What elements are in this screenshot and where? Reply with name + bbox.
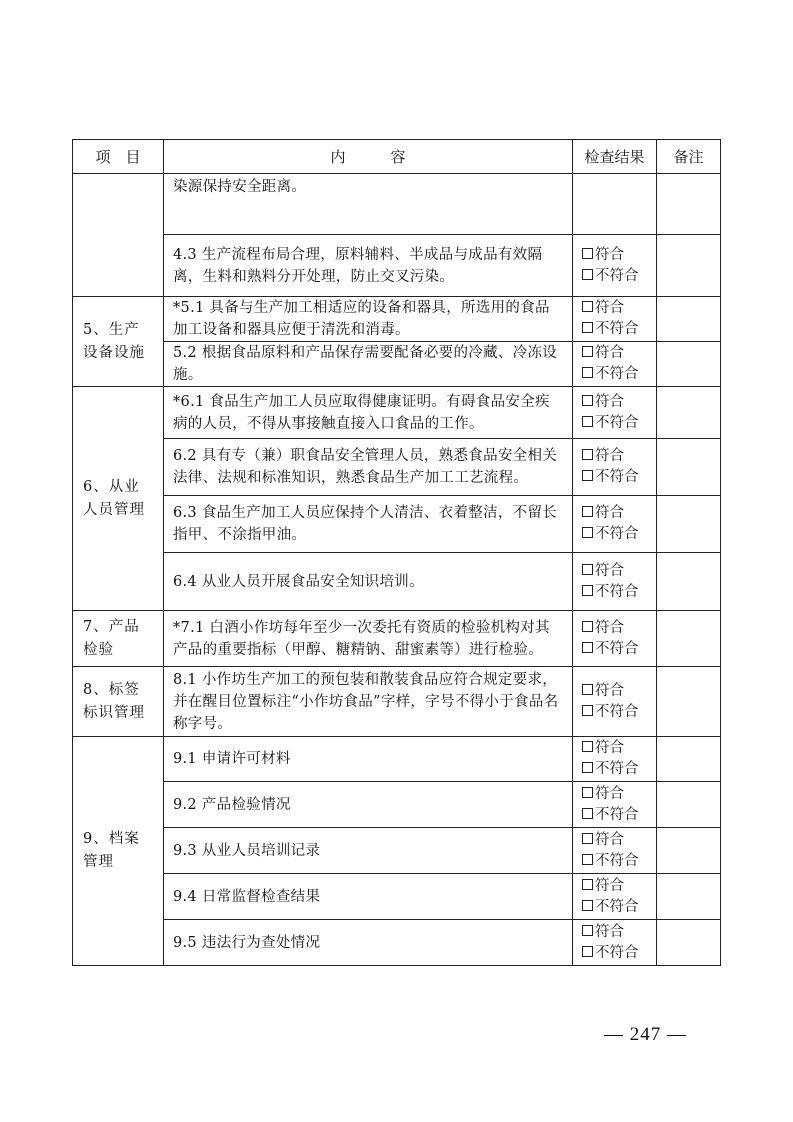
fail-label: 不符合 [595,640,639,657]
fail-option[interactable] [582,759,656,780]
row-result [573,737,657,782]
fail-label: 不符合 [595,583,639,600]
row-result [573,874,657,920]
checkbox-icon[interactable] [582,449,593,460]
section-item-cell: 8、标签标识管理 [73,667,164,737]
row-result [573,828,657,874]
checkbox-icon[interactable] [582,808,593,819]
row-note [657,553,721,611]
pass-label: 符合 [595,393,624,410]
fail-option[interactable] [582,805,656,826]
row-result [573,235,657,297]
fail-label: 不符合 [595,944,639,961]
section-item-cell: 7、产品检验 [73,611,164,667]
row-content: 9.3 从业人员培训记录 [164,828,573,874]
row-note [657,737,721,782]
checkbox-icon[interactable] [582,564,593,575]
table-row [73,782,721,828]
checkbox-icon[interactable] [582,470,593,481]
row-result [573,667,657,737]
row-note [657,297,721,342]
table-row [73,439,721,496]
pass-option[interactable] [582,298,656,319]
row-result-empty [573,174,657,235]
checkbox-icon[interactable] [582,301,593,312]
checkbox-icon[interactable] [582,684,593,695]
fail-option[interactable] [582,702,656,723]
pass-option[interactable] [582,503,656,524]
checkbox-icon[interactable] [582,248,593,259]
fail-option[interactable] [582,639,656,660]
pass-option[interactable] [582,343,656,364]
pass-option[interactable] [582,738,656,759]
pass-label: 符合 [595,448,624,464]
row-note [657,920,721,966]
row-content: 6.2 具有专（兼）职食品安全管理人员，熟悉食品安全相关法律、法规和标准知识，熟悉食品生产加工工艺流程。 [164,439,573,496]
row-result [573,782,657,828]
section-item-cell: 9、档案管理 [73,737,164,966]
fail-label: 不符合 [595,267,639,284]
checkbox-icon[interactable] [582,946,593,957]
table-row [73,828,721,874]
row-note [657,874,721,920]
checkbox-icon[interactable] [582,900,593,911]
row-result [573,387,657,439]
header-result: 检查结果 [573,140,657,174]
checkbox-icon[interactable] [582,833,593,844]
fail-label: 不符合 [595,414,639,431]
checkbox-icon[interactable] [582,879,593,890]
fail-option[interactable] [582,524,656,545]
checkbox-icon[interactable] [582,367,593,378]
pass-option[interactable] [582,446,656,467]
fail-label: 不符合 [595,321,639,337]
row-result [573,496,657,553]
checkbox-icon[interactable] [582,925,593,936]
row-result [573,553,657,611]
pass-label: 符合 [595,877,624,894]
section-item-cell: 6、从业人员管理 [73,387,164,611]
pass-label: 符合 [595,345,624,361]
fail-label: 不符合 [595,898,639,915]
checkbox-icon[interactable] [582,854,593,865]
table-row [73,874,721,920]
row-note [657,667,721,737]
section-item-cell [73,174,164,297]
checkbox-icon[interactable] [582,585,593,596]
row-note [657,439,721,496]
pass-label: 符合 [595,619,624,636]
row-note [657,342,721,387]
checkbox-icon[interactable] [582,416,593,427]
checkbox-icon[interactable] [582,741,593,752]
row-content: 5.2 根据食品原料和产品保存需要配备必要的冷藏、冷冻设施。 [164,342,573,387]
row-content: *7.1 白酒小作坊每年至少一次委托有资质的检验机构对其产品的重要指标（甲醇、糖精钠、甜蜜素等）进行检验。 [164,611,573,667]
pass-option[interactable] [582,876,656,897]
fail-option[interactable] [582,943,656,964]
row-content: 9.4 日常监督检查结果 [164,874,573,920]
row-note [657,387,721,439]
header-item: 项 目 [73,140,164,174]
row-content: 6.3 食品生产加工人员应保持个人清洁、衣着整洁，不留长指甲、不涂指甲油。 [164,496,573,553]
row-content: 8.1 小作坊生产加工的预包装和散装食品应符合规定要求，并在醒目位置标注“小作坊食品”字样，字号不得小于食品名称字号。 [164,667,573,737]
section-item-cell: 5、生产设备设施 [73,297,164,387]
pass-label: 符合 [595,246,624,263]
row-content: 染源保持安全距离。 [164,174,573,235]
fail-option[interactable] [582,319,656,340]
row-content: *6.1 食品生产加工人员应取得健康证明。有碍食品安全疾病的人员，不得从事接触直接入口食品的工作。 [164,387,573,439]
pass-label: 符合 [595,562,624,579]
fail-option[interactable] [582,582,656,603]
pass-label: 符合 [595,682,624,699]
row-content: 4.3 生产流程布局合理，原料辅料、半成品与成品有效隔离，生料和熟料分开处理，防止交叉污染。 [164,235,573,297]
table-row [73,174,721,235]
fail-option[interactable] [582,897,656,918]
row-result [573,439,657,496]
checkbox-icon[interactable] [582,322,593,333]
pass-option[interactable] [582,392,656,413]
fail-label: 不符合 [595,366,639,382]
pass-option[interactable] [582,681,656,702]
table-header-row [73,140,721,174]
fail-label: 不符合 [595,703,639,720]
checkbox-icon[interactable] [582,527,593,538]
fail-option[interactable] [582,851,656,872]
pass-label: 符合 [595,923,624,940]
pass-option[interactable] [582,618,656,639]
checkbox-icon[interactable] [582,269,593,280]
row-content: *5.1 具备与生产加工相适应的设备和器具，所选用的食品加工设备和器具应便于清洗和消毒。 [164,297,573,342]
table-row [73,737,721,782]
row-result [573,297,657,342]
pass-option[interactable] [582,784,656,805]
fail-option[interactable] [582,364,656,385]
checkbox-icon[interactable] [582,787,593,798]
fail-label: 不符合 [595,806,639,823]
fail-label: 不符合 [595,526,639,542]
table-row [73,553,721,611]
fail-label: 不符合 [595,852,639,869]
table-row [73,667,721,737]
pass-label: 符合 [595,300,624,316]
fail-option[interactable] [582,467,656,488]
row-note [657,496,721,553]
row-note [657,828,721,874]
row-content: 9.5 违法行为查处情况 [164,920,573,966]
checkbox-icon[interactable] [582,762,593,773]
table-row [73,387,721,439]
inspection-table [72,139,721,966]
pass-option[interactable] [582,830,656,851]
table-row [73,496,721,553]
table-row [73,297,721,342]
pass-option[interactable] [582,561,656,582]
fail-label: 不符合 [595,469,639,485]
row-content: 6.4 从业人员开展食品安全知识培训。 [164,553,573,611]
fail-label: 不符合 [595,761,639,777]
table-row [73,342,721,387]
fail-option[interactable] [582,413,656,434]
row-result [573,920,657,966]
checkbox-icon[interactable] [582,395,593,406]
row-note [657,782,721,828]
row-content: 9.1 申请许可材料 [164,737,573,782]
header-note: 备注 [657,140,721,174]
checkbox-icon[interactable] [582,621,593,632]
row-note [657,174,721,235]
table-row [73,611,721,667]
row-result [573,611,657,667]
table-row [73,235,721,297]
table-row [73,920,721,966]
checkbox-icon[interactable] [582,705,593,716]
pass-label: 符合 [595,505,624,521]
pass-label: 符合 [595,740,624,756]
page-number: — 247 — [604,1024,687,1045]
row-content: 9.2 产品检验情况 [164,782,573,828]
row-result [573,342,657,387]
checkbox-icon[interactable] [582,346,593,357]
pass-option[interactable] [582,245,656,266]
row-note [657,235,721,297]
checkbox-icon[interactable] [582,642,593,653]
fail-option[interactable] [582,266,656,287]
row-note [657,611,721,667]
header-content: 内 容 [164,140,573,174]
pass-option[interactable] [582,922,656,943]
pass-label: 符合 [595,785,624,802]
checkbox-icon[interactable] [582,506,593,517]
pass-label: 符合 [595,831,624,848]
